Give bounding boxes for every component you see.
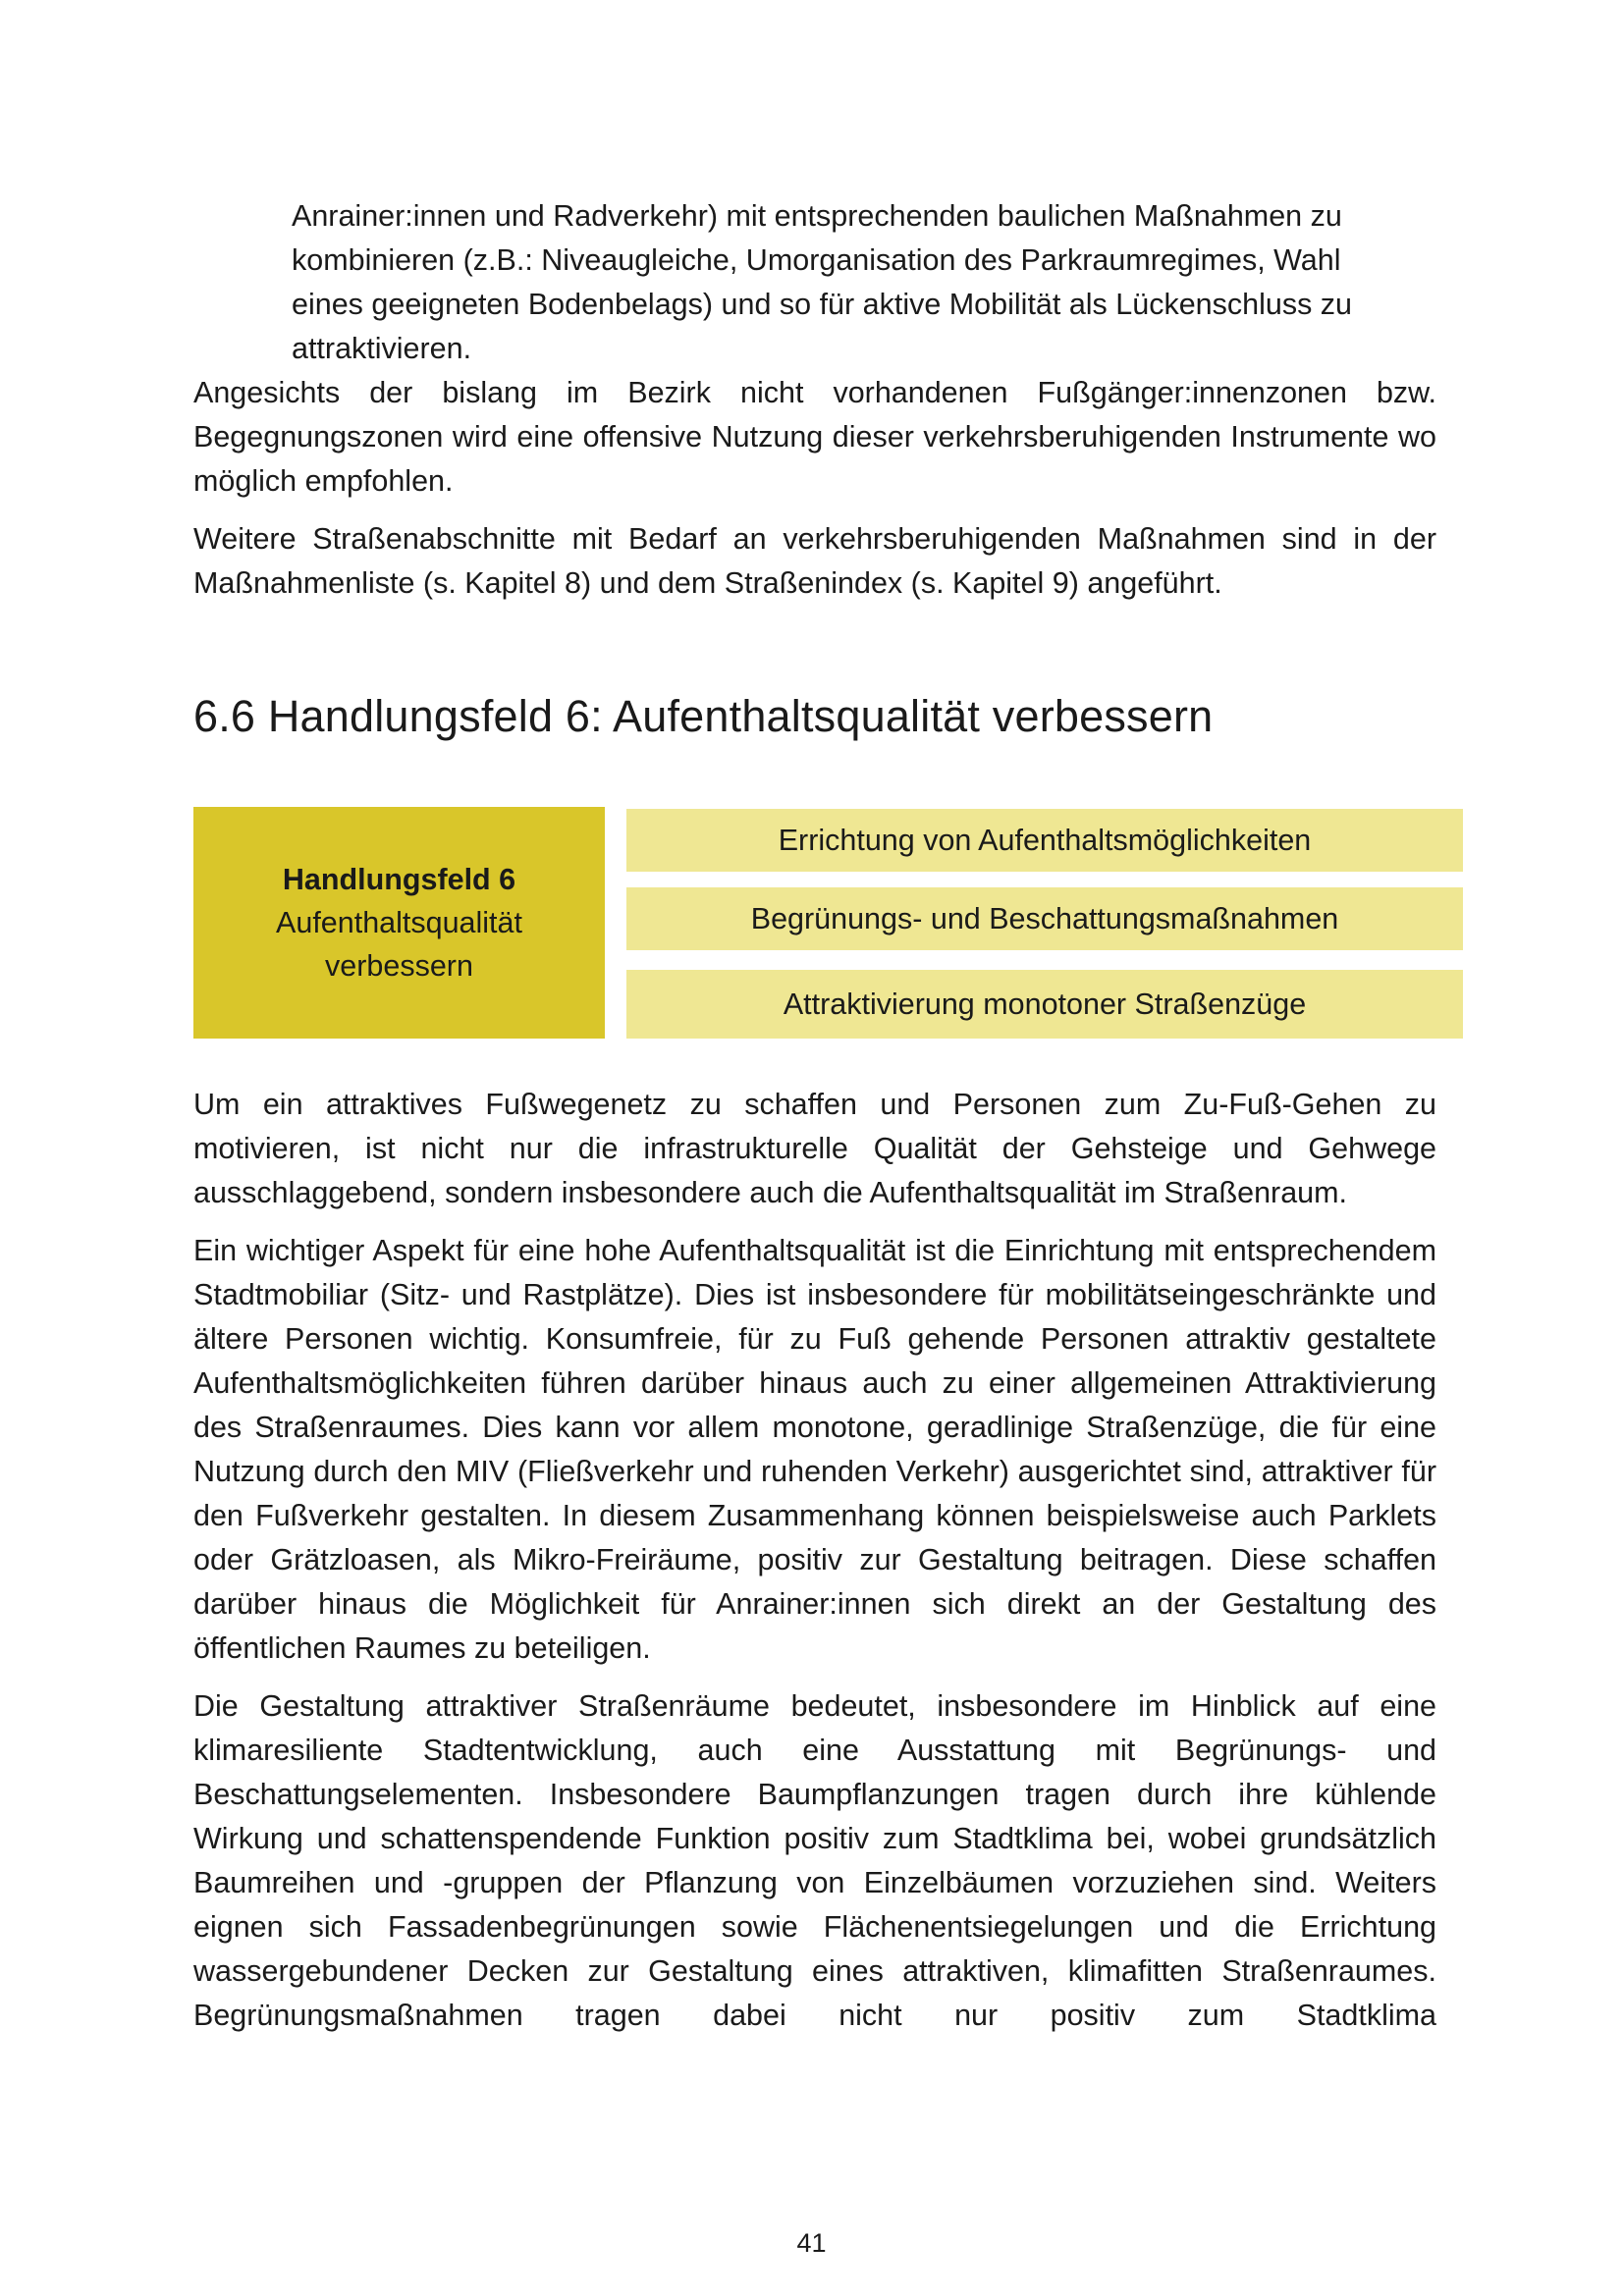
handlungsfeld-title: Handlungsfeld 6: [282, 863, 516, 896]
handlungsfeld-box: [193, 807, 605, 1039]
paragraph-fusswegenetz: Um ein attraktives Fußwegenetz zu schaffen und Personen zum Zu-Fuß-Gehen zu motivieren, ist nicht nur die infrastrukturelle Qualität der Gehsteige und Gehwege ausschlaggebend, sondern insbesondere auch die Aufenthaltsqualität im Straßenraum.: [193, 1088, 1436, 1209]
paragraph-fussgaengerzonen: Angesichts der bislang im Bezirk nicht vorhandenen Fußgänger:innenzonen bzw. Begegnungszonen wird eine offensive Nutzung dieser verkehrsberuhigenden Instrumente wo möglich empfohlen.: [193, 376, 1436, 498]
paragraph-weitere-strassenabschnitte: Weitere Straßenabschnitte mit Bedarf an verkehrsberuhigenden Maßnahmen sind in der Maßnahmenliste (s. Kapitel 8) und dem Straßenindex (s. Kapitel 9) angeführt.: [193, 522, 1436, 600]
indented-line-1: Anrainer:innen und Radverkehr) mit entsprechenden baulichen Maßnahmen zu: [292, 199, 1342, 233]
indented-line-4: attraktivieren.: [292, 332, 472, 365]
page-number: 41: [796, 2228, 827, 2258]
section-heading: 6.6 Handlungsfeld 6: Aufenthaltsqualität verbessern: [193, 691, 1214, 741]
paragraph-stadtmobiliar: Ein wichtiger Aspekt für eine hohe Aufenthaltsqualität ist die Einrichtung mit entsprechendem Stadtmobiliar (Sitz- und Rastplätze). Dies ist insbesondere für mobilitätseingeschränkte und ältere Personen wichtig. Konsumfreie, für zu Fuß gehende Personen attraktiv gestaltete Aufenthaltsmöglichkeiten führen darüber hinaus auch zu einer allgemeinen Attraktivierung des Straßenraumes. Dies kann vor allem monotone, geradlinige Straßenzüge, die für eine Nutzung durch den MIV (Fließverkehr und ruhenden Verkehr) ausgerichtet sind, attraktiver für den Fußverkehr gestalten. In diesem Zusammenhang können beispielsweise auch Parklets oder Grätzloasen, als Mikro-Freiräume, positiv zur Gestaltung beitragen. Diese schaffen darüber hinaus die Möglichkeit für Anrainer:innen sich direkt an der Gestaltung des öffentlichen Raumes zu beteiligen.: [193, 1234, 1436, 1665]
paragraph-begruenung: Die Gestaltung attraktiver Straßenräume bedeutet, insbesondere im Hinblick auf eine klimaresiliente Stadtentwicklung, auch eine Ausstattung mit Begrünungs- und Beschattungselementen. Insbesondere Baumpflanzungen tragen durch ihre kühlende Wirkung und schattenspendende Funktion positiv zum Stadtklima bei, wobei grundsätzlich Baumreihen und -gruppen der Pflanzung von Einzelbäumen vorzuziehen sind. Weiters eignen sich Fassadenbegrünungen sowie Flächenentsiegelungen und die Errichtung wassergebundener Decken zur Gestaltung eines attraktiven, klimafitten Straßenraumes. Begrünungsmaßnahmen tragen dabei nicht nur positiv zum Stadtklima: [193, 1689, 1436, 2032]
measure-item-aufenthaltsmoeglichkeiten: Errichtung von Aufenthaltsmöglichkeiten: [626, 809, 1463, 872]
handlungsfeld-subtitle-line1: Aufenthaltsqualität: [276, 906, 522, 939]
indented-continuation-text: [292, 194, 1436, 371]
measure-item-begruenung: Begrünungs- und Beschattungsmaßnahmen: [626, 887, 1463, 950]
indented-line-2: kombinieren (z.B.: Niveaugleiche, Umorganisation des Parkraumregimes, Wahl: [292, 243, 1341, 277]
indented-line-3: eines geeigneten Bodenbelags) und so für aktive Mobilität als Lückenschluss zu: [292, 288, 1353, 321]
handlungsfeld-subtitle-line2: verbessern: [325, 949, 473, 983]
bottom-paragraphs: [193, 1083, 1436, 2052]
measure-item-attraktivierung: Attraktivierung monotoner Straßenzüge: [626, 970, 1463, 1039]
top-paragraphs: [193, 371, 1436, 619]
